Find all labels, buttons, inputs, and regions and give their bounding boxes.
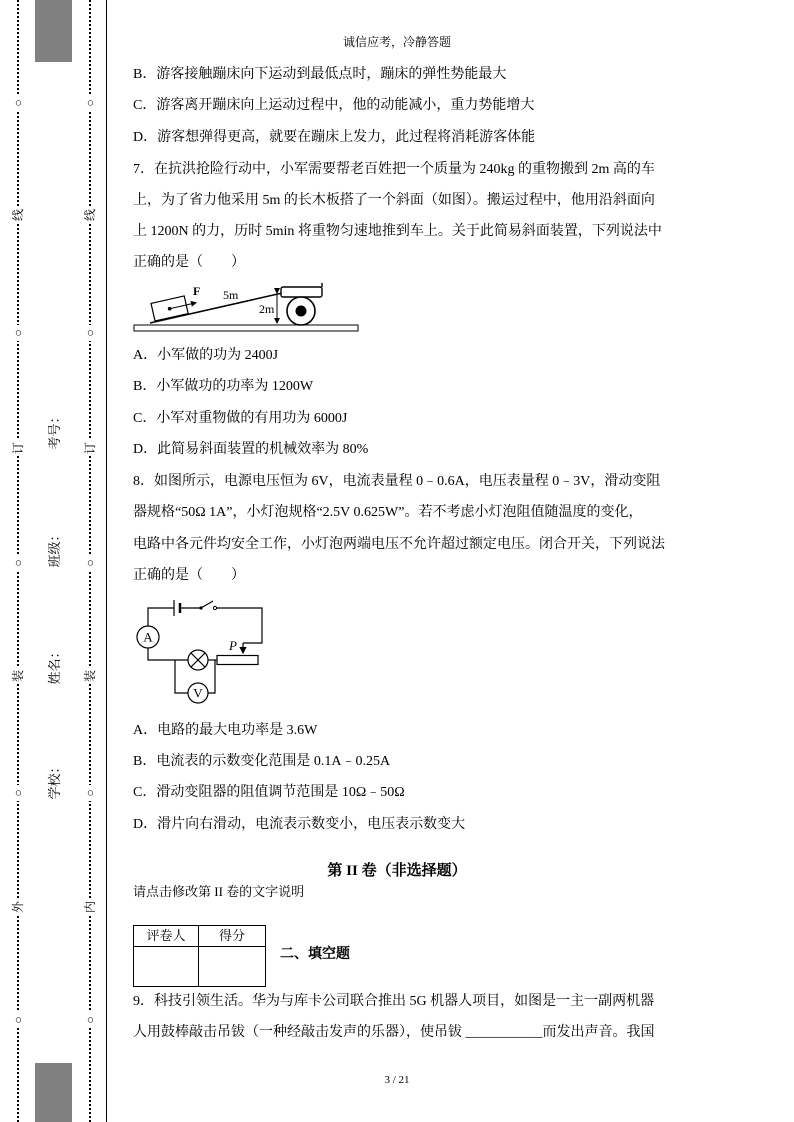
q8-option-d: D．滑片向右滑动，电流表示数变小，电压表示数变大 <box>133 817 466 832</box>
incline-length-label: 5m <box>223 288 239 302</box>
inner-seal-line-char: 线 <box>83 209 97 222</box>
inner-seal-circle: ○ <box>82 555 98 571</box>
q7-stem-line: 7．在抗洪抢险行动中，小军需要帮老百姓把一个质量为 240kg 的重物搬到 2m 高的车 <box>133 162 655 177</box>
voltmeter-left-wire <box>175 660 188 693</box>
truck-wheel-hub <box>296 306 307 317</box>
outer-seal-circle: ○ <box>10 1012 26 1028</box>
q8-stem-line: 器规格“50Ω 1A”，小灯泡规格“2.5V 0.625W”。若不考虑小灯泡阻值随温度的变化， <box>133 505 643 520</box>
q6-option-b: B．游客接触蹦床向下运动到最低点时，蹦床的弹性势能最大 <box>133 67 507 82</box>
grader-cell <box>134 947 199 987</box>
outer-seal-circle: ○ <box>10 95 26 111</box>
force-label: F <box>193 284 201 298</box>
q6-option-c: C．游客离开蹦床向上运动过程中，他的动能减小，重力势能增大 <box>133 98 535 113</box>
q7-stem-line: 正确的是（ ） <box>133 255 245 270</box>
q9-stem-line: 人用鼓棒敲击吊钹（一种经敲击发声的乐器），使吊钹 ___________而发出声音。我国 <box>133 1025 655 1040</box>
right-wire <box>215 608 262 643</box>
outer-seal-circle: ○ <box>10 785 26 801</box>
part-two-title: 第 II 卷（非选择题） <box>327 863 467 879</box>
q8-stem-line: 8．如图所示，电源电压恒为 6V，电流表量程 0﹣0.6A，电压表量程 0﹣3V，滑动变阻 <box>133 474 661 489</box>
school-label: 学校： <box>47 760 62 800</box>
q8-option-c: C．滑动变阻器的阻值调节范围是 10Ω﹣50Ω <box>133 785 405 800</box>
inner-seal-circle: ○ <box>82 1012 98 1028</box>
q8-stem-line: 正确的是（ ） <box>133 568 245 583</box>
score-cell <box>199 947 266 987</box>
voltmeter-label: V <box>193 685 203 701</box>
part-two-note: 请点击修改第 II 卷的文字说明 <box>133 884 305 899</box>
q7-option-b: B．小军做功的功率为 1200W <box>133 379 314 394</box>
height-label: 2m <box>259 302 275 316</box>
student-name-label: 姓名： <box>47 645 62 685</box>
top-left-wire <box>148 608 174 626</box>
score-table <box>133 925 266 987</box>
inner-seal-circle: ○ <box>82 95 98 111</box>
slider-label: P <box>229 638 237 653</box>
left-lower-wire <box>148 648 188 660</box>
circuit-figure <box>133 596 269 710</box>
class-label: 班级： <box>47 528 62 568</box>
q7-option-c: C．小军对重物做的有用功为 6000J <box>133 411 348 426</box>
outer-seal-outer-char: 外 <box>11 901 25 914</box>
binding-border-line <box>106 0 107 1122</box>
page-number: 3 / 21 <box>384 1074 410 1086</box>
grader-header: 评卷人 <box>134 926 199 947</box>
truck-bed <box>281 287 322 297</box>
ammeter-label: A <box>143 629 153 645</box>
score-header: 得分 <box>199 926 266 947</box>
ground-surface <box>134 325 358 331</box>
section-heading-fill-in: 二、填空题 <box>280 947 350 962</box>
switch-pivot <box>199 606 202 609</box>
inner-seal-bind-char: 订 <box>83 442 97 455</box>
q7-option-d: D．此简易斜面装置的机械效率为 80% <box>133 442 369 457</box>
q6-option-d: D．游客想弹得更高，就要在蹦床上发力，此过程将消耗游客体能 <box>133 130 536 145</box>
q8-stem-line: 电路中各元件均安全工作，小灯泡两端电压不允许超过额定电压。闭合开关，下列说法 <box>133 537 665 552</box>
q8-option-a: A．电路的最大电功率是 3.6W <box>133 723 318 738</box>
exam-number-label: 考号： <box>47 410 62 450</box>
inner-seal-inner-char: 内 <box>83 901 97 914</box>
switch-blade <box>201 601 213 608</box>
rheostat <box>217 656 258 665</box>
q8-option-b: B．电流表的示数变化范围是 0.1A﹣0.25A <box>133 754 391 769</box>
outer-seal-fix-char: 装 <box>11 670 25 683</box>
outer-seal-line-char: 线 <box>11 209 25 222</box>
voltmeter-right-wire <box>208 660 215 693</box>
q7-stem-line: 上 1200N 的力，历时 5min 将重物匀速地推到车上。关于此简易斜面装置，下列说法中 <box>133 224 662 239</box>
inner-seal-circle: ○ <box>82 785 98 801</box>
q9-stem-line: 9．科技引领生活。华为与库卡公司联合推出 5G 机器人项目，如图是一主一副两机器 <box>133 994 655 1009</box>
page-header-slogan: 诚信应考，冷静答题 <box>342 35 451 49</box>
inner-seal-circle: ○ <box>82 325 98 341</box>
outer-seal-circle: ○ <box>10 555 26 571</box>
inner-seal-fix-char: 装 <box>83 670 97 683</box>
incline-figure <box>133 278 365 336</box>
outer-seal-bind-char: 订 <box>11 442 25 455</box>
binding-top-gray-bar <box>35 0 72 62</box>
q7-stem-line: 上，为了省力他采用 5m 的长木板搭了一个斜面（如图）。搬运过程中，他用沿斜面向 <box>133 193 655 208</box>
outer-seal-circle: ○ <box>10 325 26 341</box>
switch-contact <box>213 606 216 609</box>
q7-option-a: A．小军做的功为 2400J <box>133 348 279 363</box>
